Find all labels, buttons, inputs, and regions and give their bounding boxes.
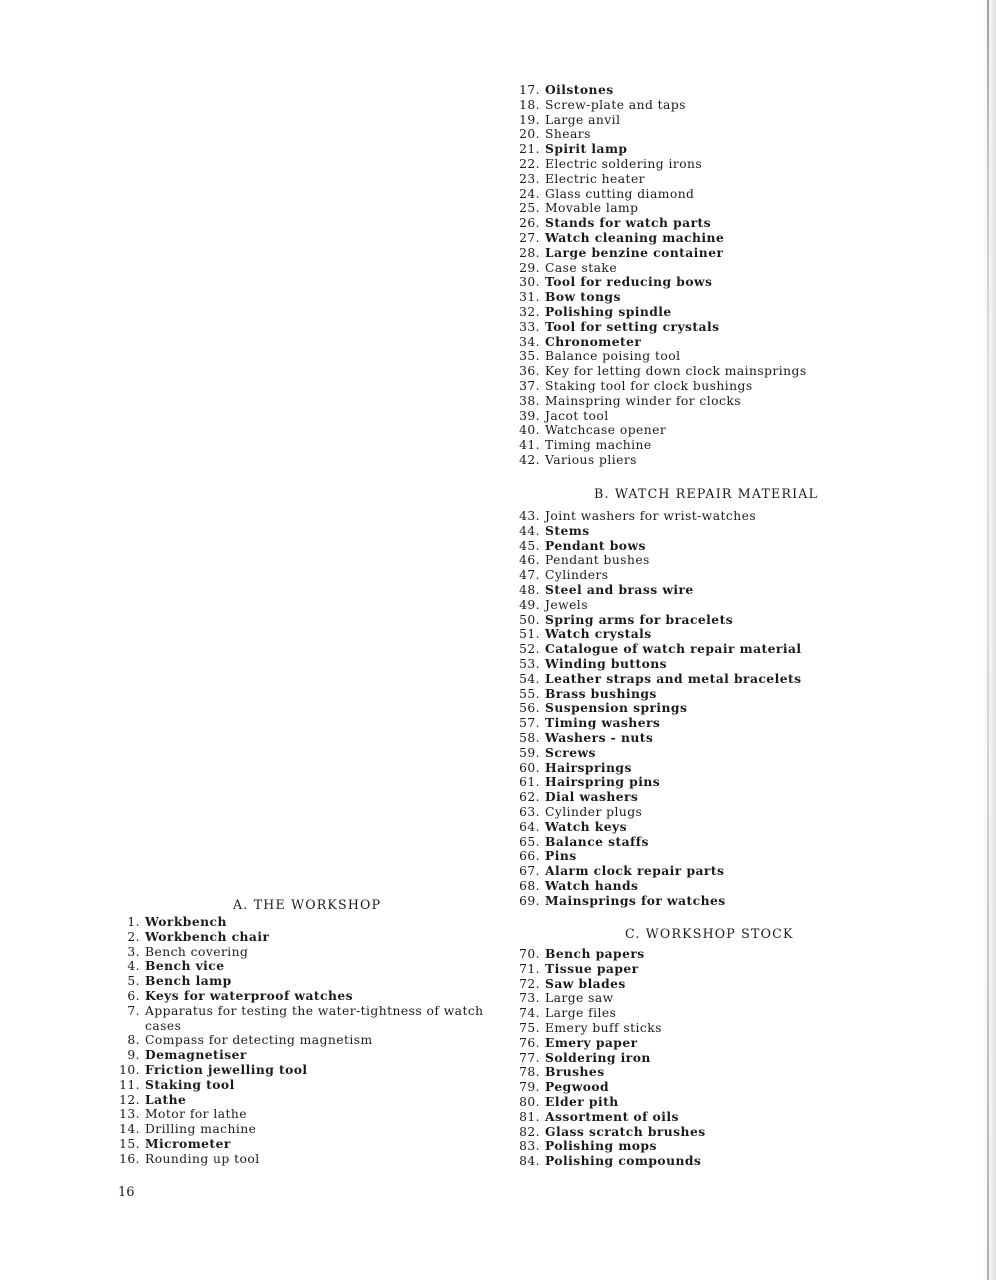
- item-number: 6.: [127, 988, 140, 1003]
- item-text: Bench lamp: [145, 973, 232, 989]
- item-text: Hairsprings: [545, 759, 632, 775]
- item-number: 61.: [519, 775, 540, 790]
- item-text: Friction jewelling tool: [145, 1061, 308, 1077]
- item-number: 73.: [519, 991, 540, 1006]
- item-text: Glass scratch brushes: [545, 1123, 706, 1139]
- item-number: 59.: [519, 745, 540, 760]
- item-text: Polishing spindle: [545, 303, 672, 319]
- item-number: 5.: [127, 974, 140, 989]
- item-number: 62.: [519, 790, 540, 805]
- item-number: 56.: [519, 701, 540, 716]
- item-text: Electric heater: [545, 171, 645, 186]
- item-text: Screw-plate and taps: [545, 97, 686, 112]
- item-text: Demagnetiser: [145, 1047, 247, 1063]
- item-text: Large benzine container: [545, 244, 724, 260]
- item-number: 33.: [519, 319, 540, 334]
- item-text: Watchcase opener: [545, 423, 667, 438]
- item-text: Key for letting down clock mainsprings: [545, 364, 807, 379]
- item-number: 77.: [519, 1050, 540, 1065]
- item-text: Glass cutting diamond: [545, 186, 695, 201]
- item-number: 2.: [127, 929, 140, 944]
- item-text: Brass bushings: [545, 685, 657, 701]
- item-text: Pegwood: [545, 1079, 610, 1095]
- item-text: Timing washers: [545, 715, 661, 731]
- item-number: 17.: [519, 83, 540, 97]
- item-number: 40.: [519, 423, 540, 438]
- item-text: Cylinder plugs: [545, 804, 643, 819]
- item-number: 21.: [519, 142, 540, 157]
- item-number: 48.: [519, 582, 540, 597]
- item-number: 84.: [519, 1154, 540, 1169]
- item-number: 25.: [519, 201, 540, 216]
- item-text: Leather straps and metal bracelets: [545, 670, 802, 686]
- item-number: 44.: [519, 523, 540, 538]
- item-text: Polishing compounds: [545, 1153, 702, 1169]
- item-text: Jacot tool: [545, 408, 609, 423]
- item-number: 43.: [519, 509, 540, 523]
- item-number: 53.: [519, 656, 540, 671]
- item-text: Polishing mops: [545, 1138, 657, 1154]
- item-text: Elder pith: [545, 1093, 619, 1109]
- item-text: Alarm clock repair parts: [545, 863, 725, 879]
- item-number: 82.: [519, 1124, 540, 1139]
- item-number: 19.: [519, 112, 540, 127]
- item-number: 24.: [519, 186, 540, 201]
- item-number: 12.: [119, 1092, 140, 1107]
- item-text: Staking tool for clock bushings: [545, 378, 753, 393]
- item-number: 67.: [519, 864, 540, 879]
- item-text: Catalogue of watch repair material: [545, 641, 802, 657]
- item-number: 80.: [519, 1094, 540, 1109]
- item-text: Saw blades: [545, 975, 626, 991]
- item-text: Compass for detecting magnetism: [145, 1033, 373, 1048]
- item-text: Watch keys: [545, 818, 628, 834]
- item-text: Large files: [545, 1006, 617, 1021]
- item-number: 26.: [519, 216, 540, 231]
- item-text: Chronometer: [545, 333, 642, 349]
- item-text: Dial washers: [545, 789, 639, 805]
- item-number: 1.: [127, 915, 140, 929]
- item-text: Balance poising tool: [545, 349, 681, 364]
- item-text: Washers - nuts: [545, 729, 654, 745]
- item-number: 45.: [519, 538, 540, 553]
- item-text: Watch hands: [545, 877, 639, 893]
- item-number: 41.: [519, 438, 540, 453]
- item-text: Spring arms for bracelets: [545, 611, 734, 627]
- item-number: 60.: [519, 760, 540, 775]
- item-number: 10.: [119, 1062, 140, 1077]
- item-number: 36.: [519, 364, 540, 379]
- item-text: Workbench: [145, 914, 227, 929]
- item-text: Assortment of oils: [545, 1108, 679, 1124]
- item-text: Watch crystals: [545, 626, 652, 642]
- item-text: Emery buff sticks: [545, 1020, 662, 1035]
- item-number: 22.: [519, 156, 540, 171]
- item-text: Case stake: [545, 260, 618, 275]
- item-text: Movable lamp: [545, 201, 639, 216]
- item-text: Lathe: [145, 1091, 187, 1107]
- item-number: 16.: [119, 1151, 140, 1166]
- item-number: 15.: [119, 1136, 140, 1151]
- section-heading-c: C. WORKSHOP STOCK: [625, 926, 794, 941]
- item-text: Screws: [545, 744, 596, 760]
- item-text: Spirit lamp: [545, 141, 628, 157]
- item-text: Tool for setting crystals: [545, 318, 720, 334]
- item-number: 42.: [519, 452, 540, 467]
- item-text: Steel and brass wire: [545, 581, 694, 597]
- item-text: Timing machine: [545, 438, 652, 453]
- item-number: 8.: [127, 1033, 140, 1048]
- item-number: 9.: [127, 1048, 140, 1063]
- item-text: Watch cleaning machine: [545, 229, 725, 245]
- item-text: Staking tool: [145, 1076, 235, 1092]
- item-number: 38.: [519, 393, 540, 408]
- item-number: 63.: [519, 804, 540, 819]
- item-number: 58.: [519, 730, 540, 745]
- item-text: Tool for reducing bows: [545, 274, 713, 290]
- item-number: 49.: [519, 597, 540, 612]
- item-number: 27.: [519, 230, 540, 245]
- item-number: 4.: [127, 959, 140, 974]
- item-number: 28.: [519, 245, 540, 260]
- item-text: Pendant bushes: [545, 553, 650, 568]
- item-number: 70.: [519, 947, 540, 961]
- item-text: Mainsprings for watches: [545, 892, 726, 908]
- item-text: Electric soldering irons: [545, 156, 703, 171]
- item-number: 30.: [519, 275, 540, 290]
- item-number: 66.: [519, 849, 540, 864]
- item-number: 7.: [127, 1003, 140, 1018]
- item-number: 50.: [519, 612, 540, 627]
- item-text: Bench covering: [145, 944, 249, 959]
- item-number: 74.: [519, 1006, 540, 1021]
- item-text: Cylinders: [545, 568, 609, 583]
- item-number: 55.: [519, 686, 540, 701]
- item-text: Joint washers for wrist-watches: [545, 509, 757, 523]
- item-number: 64.: [519, 819, 540, 834]
- item-number: 52.: [519, 642, 540, 657]
- item-number: 72.: [519, 976, 540, 991]
- item-text: Soldering iron: [545, 1049, 651, 1065]
- item-text: Tissue paper: [545, 960, 639, 976]
- item-text: Drilling machine: [145, 1122, 257, 1137]
- item-number: 14.: [119, 1122, 140, 1137]
- item-number: 37.: [519, 378, 540, 393]
- item-number: 81.: [519, 1109, 540, 1124]
- item-number: 51.: [519, 627, 540, 642]
- item-text: Bow tongs: [545, 289, 621, 305]
- page-number: 16: [118, 1185, 135, 1200]
- item-text: Workbench chair: [145, 928, 270, 944]
- item-number: 13.: [119, 1107, 140, 1122]
- item-text: Suspension springs: [545, 700, 688, 716]
- item-number: 76.: [519, 1035, 540, 1050]
- item-text: Micrometer: [145, 1135, 231, 1151]
- item-number: 11.: [119, 1077, 140, 1092]
- item-text: Large anvil: [545, 112, 621, 127]
- item-number: 3.: [127, 944, 140, 959]
- item-text: Keys for waterproof watches: [145, 987, 353, 1003]
- item-number: 34.: [519, 334, 540, 349]
- item-text: Mainspring winder for clocks: [545, 393, 741, 408]
- item-number: 79.: [519, 1080, 540, 1095]
- item-text: Stems: [545, 522, 590, 538]
- item-text: Brushes: [545, 1064, 605, 1080]
- item-number: 54.: [519, 671, 540, 686]
- item-text: Hairspring pins: [545, 774, 661, 790]
- item-number: 39.: [519, 408, 540, 423]
- item-text: Stands for watch parts: [545, 215, 712, 231]
- item-number: 65.: [519, 834, 540, 849]
- item-text: Large saw: [545, 991, 614, 1006]
- item-number: 32.: [519, 304, 540, 319]
- item-number: 69.: [519, 893, 540, 908]
- item-text: Pins: [545, 848, 577, 864]
- item-text: Winding buttons: [545, 655, 668, 671]
- item-number: 47.: [519, 568, 540, 583]
- item-text: Oilstones: [545, 82, 614, 97]
- item-number: 78.: [519, 1065, 540, 1080]
- item-text: Shears: [545, 127, 591, 142]
- item-number: 29.: [519, 260, 540, 275]
- item-text: Pendant bows: [545, 537, 646, 553]
- item-text: Various pliers: [545, 452, 637, 467]
- item-text: Motor for lathe: [145, 1107, 248, 1122]
- item-number: 71.: [519, 961, 540, 976]
- item-text: Bench papers: [545, 946, 645, 961]
- item-number: 23.: [519, 171, 540, 186]
- item-number: 75.: [519, 1020, 540, 1035]
- item-text: Emery paper: [545, 1034, 638, 1050]
- item-number: 68.: [519, 878, 540, 893]
- item-number: 57.: [519, 716, 540, 731]
- item-number: 83.: [519, 1139, 540, 1154]
- item-number: 31.: [519, 290, 540, 305]
- item-number: 18.: [519, 97, 540, 112]
- section-heading-b: B. WATCH REPAIR MATERIAL: [594, 486, 819, 501]
- item-text: Apparatus for testing the water-tightness of watch: [145, 1003, 484, 1018]
- item-number: 35.: [519, 349, 540, 364]
- item-text-continuation: cases: [145, 1018, 182, 1033]
- item-text: Balance staffs: [545, 833, 649, 849]
- section-heading-a: A. THE WORKSHOP: [233, 897, 382, 912]
- page-edge-line: [987, 0, 989, 1280]
- page-edge-shadow: [982, 0, 996, 1280]
- item-number: 20.: [519, 127, 540, 142]
- item-text: Jewels: [545, 597, 588, 612]
- item-text: Bench vice: [145, 958, 225, 974]
- item-number: 46.: [519, 553, 540, 568]
- item-text: Rounding up tool: [145, 1151, 260, 1166]
